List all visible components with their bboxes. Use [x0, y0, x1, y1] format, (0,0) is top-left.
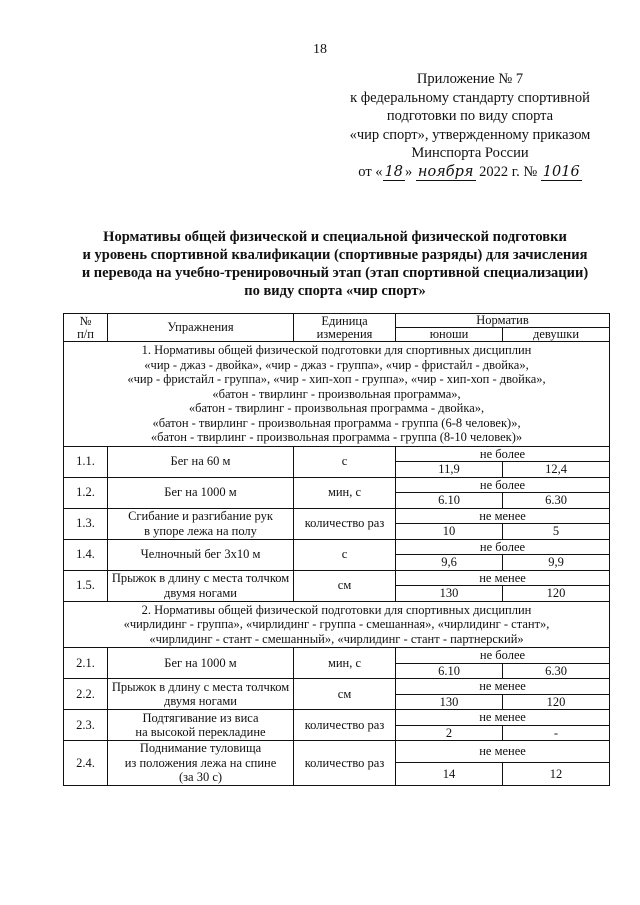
row-value-boys: 14: [396, 763, 503, 785]
header-unit: Единица измерения: [294, 314, 396, 342]
table-row: [64, 710, 610, 726]
row-value-boys: 130: [396, 586, 503, 602]
row-number: 2.4.: [64, 741, 108, 786]
row-condition: не более: [396, 648, 610, 664]
row-exercise: Прыжок в длину с места толчком двумя ногами: [108, 570, 294, 601]
row-number: 1.3.: [64, 508, 108, 539]
header-girls: девушки: [503, 328, 610, 342]
row-unit: количество раз: [294, 710, 396, 741]
title-line-3: и перевода на учебно-тренировочный этап (этап спортивной специализации): [81, 265, 589, 281]
table-row: [64, 539, 610, 555]
row-number: 2.1.: [64, 648, 108, 679]
row-number: 1.4.: [64, 539, 108, 570]
date-mid: »: [405, 163, 413, 180]
page-number: 18: [313, 42, 327, 57]
row-exercise: Бег на 1000 м: [108, 648, 294, 679]
appendix-line-1: Приложение № 7: [416, 71, 524, 87]
row-value-girls: 9,9: [503, 555, 610, 571]
date-prefix: от «: [358, 163, 383, 180]
table-row: [64, 741, 610, 763]
table-row: [64, 679, 610, 695]
handwritten-month: ноября: [417, 163, 474, 180]
title-line-4: по виду спорта «чир спорт»: [244, 283, 426, 299]
row-condition: не более: [396, 539, 610, 555]
row-unit: мин, с: [294, 648, 396, 679]
handwritten-day: 18: [384, 163, 404, 180]
norms-table: [63, 313, 610, 786]
appendix-line-2: к федеральному стандарту спортивной: [350, 89, 590, 106]
row-value-boys: 11,9: [396, 462, 503, 478]
title-line-2: и уровень спортивной квалификации (спортивные разряды) для зачисления: [82, 247, 588, 263]
row-unit: с: [294, 446, 396, 477]
table-header-row: [64, 314, 610, 328]
row-condition: не менее: [396, 679, 610, 695]
row-condition: не менее: [396, 741, 610, 763]
row-value-boys: 9,6: [396, 555, 503, 571]
title-line-1: Нормативы общей физической и специальной физической подготовки: [103, 229, 567, 245]
table-row: [64, 570, 610, 586]
section-row-2: [64, 601, 610, 648]
row-value-girls: 6.30: [503, 493, 610, 509]
appendix-line-3: подготовки по виду спорта: [386, 108, 554, 124]
row-condition: не более: [396, 477, 610, 493]
row-value-girls: 5: [503, 524, 610, 540]
table-row: [64, 648, 610, 664]
row-value-boys: 10: [396, 524, 503, 540]
section-row-1: [64, 342, 610, 447]
row-exercise: Поднимание туловища из положения лежа на спине (за 30 с): [108, 741, 294, 786]
section-2-heading: 2. Нормативы общей физической подготовки для спортивных дисциплин «чирлидинг - группа», «чирлидинг - группа - смешанная», «чирлидинг - стант», «чирлидинг - стант - смешанный», «чирлидинг - стант - партнерский»: [64, 601, 610, 648]
order-line: [330, 163, 610, 182]
row-exercise: Сгибание и разгибание рук в упоре лежа на полу: [108, 508, 294, 539]
table-row: [64, 508, 610, 524]
row-unit: количество раз: [294, 741, 396, 786]
row-number: 1.1.: [64, 446, 108, 477]
table-row: [64, 446, 610, 462]
row-value-girls: 120: [503, 586, 610, 602]
row-unit: с: [294, 539, 396, 570]
row-value-boys: 130: [396, 694, 503, 710]
row-condition: не менее: [396, 508, 610, 524]
header-exercise: Упражнения: [108, 314, 294, 342]
row-exercise: Челночный бег 3х10 м: [108, 539, 294, 570]
row-value-boys: 6.10: [396, 493, 503, 509]
row-condition: не более: [396, 446, 610, 462]
row-number: 2.2.: [64, 679, 108, 710]
row-value-girls: 6.30: [503, 663, 610, 679]
row-condition: не менее: [396, 570, 610, 586]
row-number: 1.5.: [64, 570, 108, 601]
row-value-girls: -: [503, 725, 610, 741]
row-exercise: Бег на 60 м: [108, 446, 294, 477]
document-title: [60, 228, 610, 300]
appendix-line-5: Минспорта России: [411, 145, 529, 161]
row-unit: количество раз: [294, 508, 396, 539]
row-unit: мин, с: [294, 477, 396, 508]
header-norm: Норматив: [396, 314, 610, 328]
row-value-girls: 12: [503, 763, 610, 785]
row-value-girls: 12,4: [503, 462, 610, 478]
date-suffix: 2022 г. №: [479, 163, 538, 180]
row-number: 1.2.: [64, 477, 108, 508]
row-condition: не менее: [396, 710, 610, 726]
appendix-block: [330, 70, 610, 181]
row-exercise: Бег на 1000 м: [108, 477, 294, 508]
row-number: 2.3.: [64, 710, 108, 741]
row-value-girls: 120: [503, 694, 610, 710]
appendix-line-4: «чир спорт», утвержденному приказом: [349, 126, 591, 143]
row-value-boys: 2: [396, 725, 503, 741]
row-value-boys: 6.10: [396, 663, 503, 679]
header-boys: юноши: [396, 328, 503, 342]
row-unit: см: [294, 570, 396, 601]
handwritten-order-number: 1016: [542, 163, 580, 180]
table-row: [64, 477, 610, 493]
row-unit: см: [294, 679, 396, 710]
header-num: № п/п: [64, 314, 108, 342]
row-exercise: Подтягивание из виса на высокой перекладине: [108, 710, 294, 741]
row-exercise: Прыжок в длину с места толчком двумя ногами: [108, 679, 294, 710]
section-1-heading: 1. Нормативы общей физической подготовки для спортивных дисциплин «чир - джаз - двойка», «чир - джаз - группа», «чир - фристайл - двойка», «чир - фристайл - группа», «чир - хип-хоп - группа», «чир - хип-хоп - двойка», «батон - твирлинг - произвольная программа», «батон - твирлинг - произвольная программа - двойка», «батон - твирлинг - произвольная программа - группа (6-8 человек)», «батон - твирлинг - произвольная программа - группа (8-10 человек)»: [64, 342, 610, 447]
